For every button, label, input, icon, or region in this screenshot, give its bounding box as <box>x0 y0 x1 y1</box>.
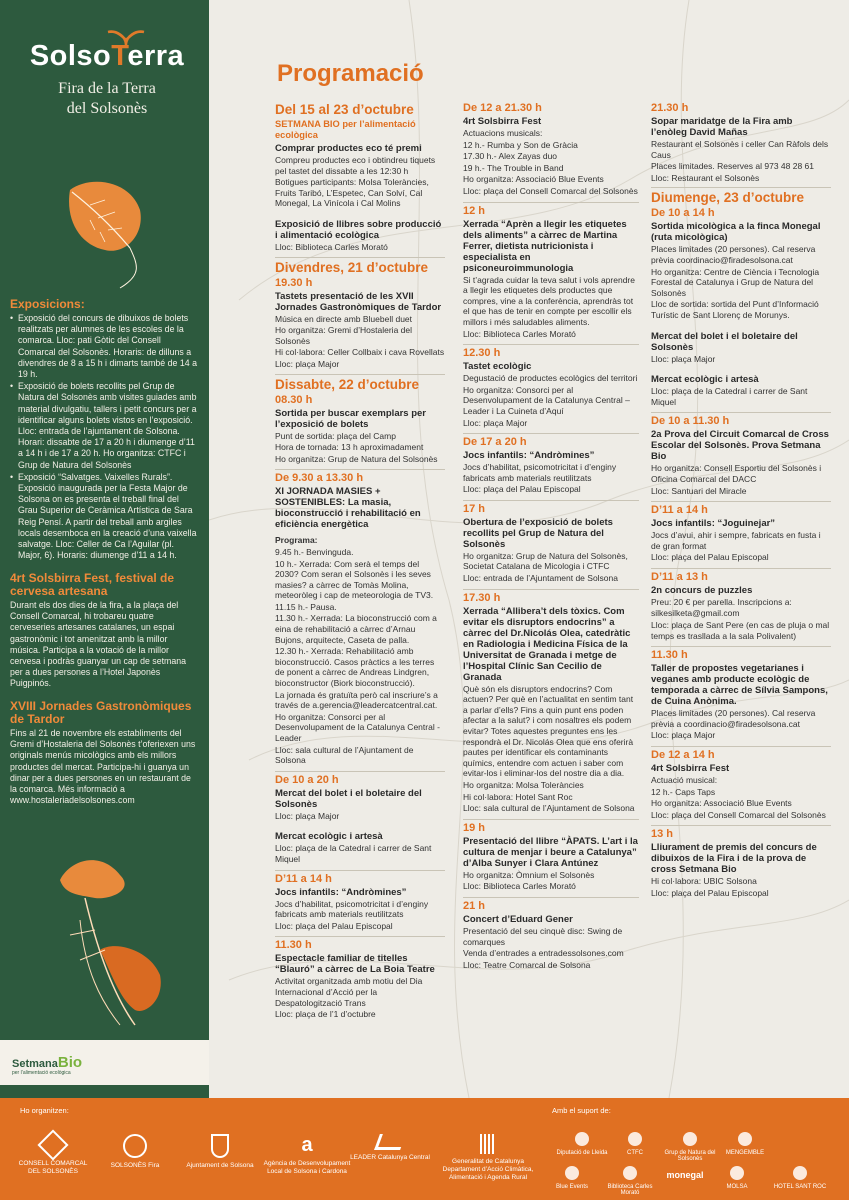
org-logo-generalitat: Generalitat de Catalunya Departament d’Acció Climàtica, Alimentació i Agenda Rural <box>438 1134 538 1192</box>
event-time: De 12 a 14 h <box>651 746 831 761</box>
event-description: Botigues participants: Molsa Toleràncies, Fruits Taribó, L’Espetec, Can Solví, Cal Monegal, La Vinícola i Cal Molins <box>275 177 429 209</box>
day-heading: Divendres, 21 d’octubre <box>275 257 445 275</box>
event-time: 13 h <box>651 825 831 840</box>
event-joguinejar <box>651 518 831 563</box>
event-title: Mercat del bolet i el boletaire del Solsonès <box>651 330 798 353</box>
list-item: • Exposició de bolets recollits pel Grup de Natura del Solsonès amb visites guiades amb material divulgatiu, tallers i petit concurs per a identificar alguns bolets vistos en l’exposició. Lloc: entrada de l’ajuntament de Solsona. Horari: dissabte de 17 a 20 h i diumenge d’11 a 14 h i de 17 a 20 h. Ho organitza: CTFC i Grup de Natura del Solsonès <box>10 381 200 471</box>
exposicions-title: Exposicions: <box>10 297 85 311</box>
sponsor-molsa: MOLSA <box>712 1166 762 1190</box>
event-organizer: Ho organitza: Grup de Natura del Solsonès <box>275 453 438 464</box>
event-description: Jocs d’habilitat, psicomotricitat i d’enginy fabricats amb materials reutilitzats <box>463 462 617 483</box>
event-location: Lloc: entrada de l’Ajuntament de Solsona <box>463 573 618 584</box>
event-location: Lloc: plaça Major <box>463 417 528 428</box>
consell-logo-icon <box>37 1129 68 1160</box>
program-item: 17.30 h.- Alex Zayas duo <box>463 151 558 162</box>
left-sidebar <box>0 0 209 1098</box>
event-collaborator: Hi col·labora: Celler Collbaix i cava Rovellats <box>275 347 445 358</box>
event-location: Lloc: Biblioteca Carles Morató <box>463 881 576 892</box>
event-location: Lloc: plaça Major <box>275 810 340 821</box>
event-title: Presentació del llibre “ÀPATS. L’art i la cultura de menjar i beure a Catalunya” d’Alba Sunyer i Clara Antúnez <box>463 835 638 869</box>
program-column-2 <box>463 100 639 970</box>
event-time: 12 h <box>463 202 639 217</box>
event-title: SETMANA BIO per l’alimentació ecològica <box>275 119 416 140</box>
sponsor-logo-icon <box>738 1132 752 1146</box>
sponsor-logo-icon <box>623 1166 637 1180</box>
program-item: 12 h.- Rumba y Son de Gràcia <box>463 139 578 150</box>
org-logo-solsones-fira: SOLSONÈS Fira <box>100 1134 170 1192</box>
event-title: Jocs infantils: “Joguinejar” <box>651 518 776 530</box>
sponsor-logo-icon <box>683 1132 697 1146</box>
jornades-section <box>10 700 200 806</box>
setmana-bio-tagline: per l’alimentació ecològica <box>12 1070 71 1076</box>
event-location: Lloc: plaça Major <box>651 353 716 364</box>
event-title: Espectacle familiar de titelles “Blauró” a càrrec de La Boia Teatre <box>275 953 435 976</box>
event-description: Què són els disruptors endocrins? Com actuen? Per què en l’actualitat en sentim tant a parlar d’ells? Fins a quin punt ens poden afectar a la salut? i com nosaltres els podem evitar? Totes aquestes preguntes ens les respondrà el Dr. Nicolás Olea que ens oferirà pautes per identificar els contaminants químics, entendre com actuen i saber com evitar-los i eliminar-los del nostre dia a dia. <box>463 683 634 779</box>
sponsor-ctfc: CTFC <box>615 1132 655 1156</box>
event-title: Comprar productes eco té premi <box>275 143 422 154</box>
event-title: Sortida per buscar exemplars per l’exposició de bolets <box>275 407 427 430</box>
event-description: Places limitades (20 persones). Cal reserva prèvia coordinacio@firadesolsona.cat <box>651 244 816 265</box>
event-location: Lloc: Biblioteca Carles Morató <box>275 241 388 252</box>
event-title: Taller de propostes vegetarianes i veganes amb producte ecològic de temporada a càrrec de Sílvia Sampons, de Cuina Anònima. <box>651 663 828 708</box>
org-logo-leader: LEADER Catalunya Central <box>350 1134 430 1192</box>
event-sortida-bolets <box>275 408 445 465</box>
event-time: 17 h <box>463 500 639 515</box>
event-exposicio-llibres <box>275 219 445 253</box>
event-location: Lloc: plaça del Palau Episcopal <box>275 920 393 931</box>
event-time: 19.30 h <box>275 276 313 289</box>
event-sortida-micologica <box>651 221 831 320</box>
event-time: De 10 a 14 h <box>651 207 715 220</box>
program-area <box>209 0 849 1098</box>
event-time: De 10 a 20 h <box>275 771 445 786</box>
event-location: Lloc: Biblioteca Carles Morató <box>463 328 576 339</box>
sponsors-footer <box>0 1098 849 1200</box>
event-tickets: Venda d’entrades a entradessolsones.com <box>463 948 624 959</box>
event-location: Lloc: sala cultural de l’Ajuntament de Solsona <box>275 744 414 766</box>
program-item: 12.30 h.- Xerrada: Rehabilitació amb bioconstrucció. Casos pràctics a les terres de ponent a càrrec de Andreas Lindgren, bioconstructor (Biork bioconstrucció). <box>275 646 435 689</box>
event-title: Mercat ecològic i artesà <box>651 374 759 386</box>
event-xerrada-toxics <box>463 606 639 814</box>
event-title: Xerrada “Aprèn a llegir les etiquetes dels aliments” a càrrec de Martina Ferrer, dietista nutricionista i especialista en psiconeuroimmunologia <box>463 218 627 274</box>
event-location: Lloc: plaça del Palau Episcopal <box>651 888 769 898</box>
event-description: Presentació del seu cinquè disc: Swing de comarques <box>463 925 623 947</box>
event-time: De 12 a 21.30 h <box>463 102 542 114</box>
program-item: La jornada és gratuïta però cal inscriure’s a través de a.gerencia@leadercatcentral.cat. <box>275 689 438 711</box>
ajuntament-shield-icon <box>211 1134 229 1158</box>
event-organizer: Ho organitza: Centre de Ciència i Tecnologia Forestal de Catalunya i Grup de Natura del Solsonès <box>651 266 820 298</box>
sponsor-diputacio: Diputació de Lleida <box>552 1132 612 1156</box>
sponsor-blue-events: Blue Events <box>552 1166 592 1190</box>
event-title: 4rt Solsbirra Fest <box>463 116 542 127</box>
supporters-label: Amb el suport de: <box>552 1106 611 1115</box>
event-time: De 17 a 20 h <box>463 433 639 448</box>
day-heading: Dissabte, 22 d’octubre <box>275 374 445 392</box>
event-cross-escolar <box>651 429 831 496</box>
event-return-time: Hora de tornada: 13 h aproximadament <box>275 442 424 453</box>
event-description: Jocs d’avui, ahir i sempre, fabricats en fusta i de gran format <box>651 530 821 551</box>
event-location: Lloc: plaça del Palau Episcopal <box>463 484 581 495</box>
event-description: Compreu productes eco i obtindreu tiquets pel tastet del dissabte a les 12:30 h <box>275 155 436 176</box>
event-time: 11.30 h <box>651 646 831 661</box>
sponsor-biblioteca: Biblioteca Carles Morató <box>600 1166 660 1196</box>
program-item: 11.15 h.- Pausa. <box>275 601 337 612</box>
setmana-bio-wordmark: SetmanaBio <box>12 1054 83 1071</box>
event-concert <box>463 914 639 970</box>
event-location: Lloc: plaça de Sant Pere (en cas de pluja o mal temps es trasllada a la sala Polivalent) <box>651 620 830 641</box>
event-location: Lloc de sortida: sortida del Punt d’Informació Turístic de Sant Llorenç de Morunys. <box>651 299 819 320</box>
program-item: 10 h.- Xerrada: Com serà el temps del 2030? Com seran el Solsonès i les seves masies? a càrrec de Tomàs Molina, meteoròleg i cap de meteorologia de TV3. <box>275 558 434 601</box>
event-puzzles <box>651 585 831 641</box>
event-collaborator: Hi col·labora: UBIC Solsona <box>651 876 757 887</box>
event-title: Obertura de l’exposició de bolets recollits pel Grup de Natura del Solsonès <box>463 516 613 550</box>
event-location: Lloc: plaça del Palau Episcopal <box>651 552 769 563</box>
event-time: 21 h <box>463 897 639 912</box>
event-obertura-exposicio <box>463 517 639 584</box>
event-lliurament-premis <box>651 842 831 898</box>
event-description: Música en directe amb Bluebell duet <box>275 313 413 324</box>
event-taller-vegetaria <box>651 663 831 741</box>
event-time: 19 h <box>463 819 639 834</box>
event-time: 11.30 h <box>275 936 445 951</box>
event-mercat-ecologic <box>275 831 445 864</box>
event-organizer: Ho organitza: Òmnium el Solsonès <box>463 869 595 880</box>
jornades-title: XVIII Jornades Gastronòmiques de Tardor <box>10 699 192 726</box>
program-item: 9.45 h.- Benvinguda. <box>275 546 354 557</box>
setmana-bio-logo <box>0 1040 209 1085</box>
event-location: Lloc: plaça de la Catedral i carrer de Sant Miquel <box>275 843 432 864</box>
sponsor-logo-icon <box>565 1166 579 1180</box>
sponsor-monegal: monegal <box>666 1170 704 1180</box>
event-location: Lloc: plaça del Consell Comarcal del Solsonès <box>651 809 826 820</box>
event-location: Lloc: sala cultural de l’Ajuntament de Solsona <box>463 803 635 814</box>
org-logo-agencia: a Agència de Desenvolupament Local de Solsona i Cardona <box>263 1134 351 1175</box>
day-heading: Del 15 al 23 d’octubre <box>275 102 414 117</box>
event-organizer: Ho organitza: Grup de Natura del Solsonès, Societat Catalana de Micologia i CTFC <box>463 550 628 572</box>
event-sopar-maridatge <box>651 116 831 183</box>
solsbirra-text: Durant els dos dies de la fira, a la plaça del Consell Comarcal, hi trobareu quatre cerveseries artesanes catalanes, un espai gastronòmic i tot amenitzat amb la millor música. Participa a la votació de la millor cervesa i podràs guanyar un cap de setmana per a dues persones a l’Hotel Japonès Puigpinós. <box>10 600 187 689</box>
sponsor-logo-icon <box>628 1132 642 1146</box>
event-tastets <box>275 291 445 370</box>
sprout-icon <box>106 28 146 46</box>
event-location: Lloc: Teatre Comarcal de Solsona <box>463 959 591 970</box>
solsbirra-section <box>10 572 200 690</box>
event-title: Mercat ecològic i artesà <box>275 831 383 843</box>
event-title: 2n concurs de puzzles <box>651 584 753 596</box>
event-jocs-andromines-pm <box>463 450 639 495</box>
event-location: Lloc: Santuari del Miracle <box>651 485 747 496</box>
sponsor-logo-icon <box>793 1166 807 1180</box>
event-description: Actuacions musicals: <box>463 128 543 138</box>
event-organizer: Ho organitza: Associació Blue Events <box>651 798 792 809</box>
event-jocs-andromines <box>275 887 445 932</box>
program-column-1 <box>275 100 445 1020</box>
event-mercat-bolet-sun <box>651 331 831 365</box>
event-meeting-point: Punt de sortida: plaça del Camp <box>275 430 396 441</box>
event-time: D’11 a 14 h <box>651 501 831 516</box>
sponsor-logo-icon <box>575 1132 589 1146</box>
event-title: Concert d’Eduard Gener <box>463 913 573 925</box>
event-description: Jocs d’habilitat, psicomotricitat i d’enginy fabricats amb materials reutilitzats <box>275 898 429 920</box>
event-organizer: Ho organitza: Gremi d’Hostaleria del Solsonès <box>275 325 413 346</box>
event-time: D’11 a 13 h <box>651 568 831 583</box>
event-title: Jocs infantils: “Andròmines” <box>463 450 595 462</box>
event-title: Jocs infantils: “Andròmines” <box>275 886 407 898</box>
event-title: XI JORNADA MASIES + SOSTENIBLES: La masia, bioconstrucció i rehabilitació en eficiència energètica <box>275 486 421 531</box>
event-organizer: Ho organitza: Consorci per al Desenvolupament de la Catalunya Central – Leader i La Cuineta d’Aquí <box>463 384 630 416</box>
event-tastet-ecologic <box>463 361 639 428</box>
mushroom-illustration-icon <box>40 840 190 1030</box>
event-time: De 10 a 11.30 h <box>651 412 831 427</box>
logo-wordmark: SolsoTerra <box>29 40 185 72</box>
event-email-link[interactable]: silkesilketa@gmail.com <box>651 608 740 619</box>
event-program-label: Programa: <box>275 535 318 546</box>
event-titelles <box>275 953 445 1019</box>
leaf-illustration-icon <box>60 170 150 290</box>
subtitle-line-1: Fira de la Terra <box>58 80 156 97</box>
event-title: Sopar maridatge de la Fira amb l’enòleg David Mañas <box>651 116 793 138</box>
event-time: 12.30 h <box>463 344 639 359</box>
event-mercat-bolet <box>275 788 445 822</box>
event-organizer: Ho organitza: Consell Esportiu del Solsonès i Oficina Comarcal del DACC <box>651 463 822 484</box>
event-price: Preu: 20 € per parella. Inscripcions a: <box>651 596 792 607</box>
page-title: Programació <box>277 60 424 87</box>
event-description: Degustació de productes ecològics del territori <box>463 373 638 384</box>
event-title: Mercat del bolet i el boletaire del Solsonès <box>275 787 422 810</box>
event-title: Exposició de llibres sobre producció i alimentació ecològica <box>275 218 442 241</box>
solsoterra-logo <box>22 40 192 119</box>
event-description: Actuació musical: <box>651 775 718 786</box>
sponsor-mengemble: MENGEMBLE <box>720 1132 770 1156</box>
logo-subtitle <box>22 79 192 119</box>
event-time: 08.30 h <box>275 393 313 406</box>
program-column-3 <box>651 100 831 899</box>
event-location: Lloc: plaça de la Catedral i carrer de Sant Miquel <box>651 386 808 407</box>
program-item: 12 h.- Caps Taps <box>651 786 716 797</box>
leader-logo-icon <box>374 1134 406 1150</box>
sponsor-hotel-sant-roc: HOTEL SANT ROC <box>770 1166 830 1190</box>
generalitat-logo-icon <box>480 1134 496 1154</box>
program-item: 19 h.- The Trouble in Band <box>463 162 564 173</box>
jornades-text: Fins al 21 de novembre els establiments del Gremi d’Hostaleria del Solsonès t’oferiexen uns originals menús micològics amb els millors productes del mercat. Participa-hi i guanya un dinar per a dues persones en un restaurant de la comarca. Més informació a www.hostaleriadelsolsones.com <box>10 728 196 806</box>
program-item: 11.30 h.- Xerrada: La bioconstrucció com a eina de rehabilitació a càrrec d’Arnau Bujons, arquitecte, Caseta de palla. <box>275 613 437 645</box>
event-title: Tastets presentació de les XVII Jornades Gastronòmiques de Tardor <box>275 290 442 313</box>
sponsor-logo-icon <box>730 1166 744 1180</box>
org-logo-ajuntament: Ajuntament de Solsona <box>180 1134 260 1192</box>
list-item: • Exposició “Salvatges. Vaixelles Rurals”. Exposició inaugurada per la Festa Major de Solsona on es presenta el treball final del Grau Superior de Ceràmica Artística de Sara Reig Pensí. A partir del treball amb argiles locals desemboca en la creació d’una vaixella salvatge. Lloc: Celler de Ca l’Aguilar (pl. Major, 6). Horaris: diumenge d’11 a 14 h. <box>10 472 200 562</box>
event-description: Places limitades (20 persones). Cal reserva prèvia a coordinacio@firadesolsona.cat <box>651 708 816 729</box>
event-setmana-bio <box>275 119 445 141</box>
event-title: Sortida micològica a la finca Monegal (ruta micològica) <box>651 221 821 244</box>
event-description: Restaurant el Solsonès i celler Can Ràfols dels Caus <box>651 139 829 160</box>
event-solsbirra-sun <box>651 763 831 820</box>
event-time: D’11 a 14 h <box>275 870 445 885</box>
sponsor-grup-natura: Grup de Natura del Solsonès <box>660 1132 720 1162</box>
exposicions-section <box>10 298 200 562</box>
solsones-fira-logo-icon <box>123 1134 147 1158</box>
exposicions-list <box>10 313 200 561</box>
event-organizer: Ho organitza: Molsa Toleràncies <box>463 780 584 790</box>
event-time: De 9.30 a 13.30 h <box>275 469 445 484</box>
event-title: Lliurament de premis del concurs de dibuixos de la Fira i de la prova de cross Setmana Bio <box>651 842 817 876</box>
solsbirra-title: 4rt Solsbirra Fest, festival de cervesa artesana <box>10 571 175 598</box>
event-reservations: Places limitades. Reserves al 973 48 28 61 <box>651 161 815 172</box>
event-location: Lloc: Restaurant el Solsonès <box>651 172 760 183</box>
event-organizer: Ho organitza: Associació Blue Events <box>463 174 604 185</box>
event-mercat-ecologic-sun <box>651 374 831 407</box>
event-description: Activitat organitzada amb motiu del Dia Internacional d’Acció per la Despatologització Trans <box>275 976 423 1008</box>
event-presentacio-llibre <box>463 836 639 892</box>
event-organizer: Ho organitza: Consorci per al Desenvolupament de la Catalunya Central - Leader <box>275 711 440 743</box>
event-collaborator: Hi col·labora: Hotel Sant Roc <box>463 791 573 802</box>
day-heading: Diumenge, 23 d’octubre <box>651 187 831 205</box>
event-xerrada-etiquetes <box>463 219 639 340</box>
agencia-logo-icon: a <box>301 1134 313 1156</box>
event-comprar-eco <box>275 143 445 209</box>
event-title: 2a Prova del Circuit Comarcal de Cross Escolar del Solsonès. Prova Setmana Bio <box>651 429 829 463</box>
event-time: 21.30 h <box>651 102 689 114</box>
event-description: Si t’agrada cuidar la teva salut i vols aprendre a llegir les etiquetes dels productes que compres, vine a la conferència, aprendràs tot el que has de tenir en compte per escollir els millors i més saludables aliments. <box>463 274 635 327</box>
event-location: Lloc: plaça del Consell Comarcal del Solsonès <box>463 185 638 196</box>
organizers-label: Ho organitzen: <box>20 1106 69 1115</box>
event-location: Lloc: plaça Major <box>651 730 716 741</box>
event-title: 4rt Solsbirra Fest <box>651 763 730 775</box>
event-solsbirra-sat <box>463 116 639 197</box>
event-location: Lloc: plaça Major <box>275 358 340 369</box>
event-masies-sostenibles <box>275 486 445 765</box>
event-time: 17.30 h <box>463 589 639 604</box>
subtitle-line-2: del Solsonès <box>66 100 148 117</box>
org-logo-consell: CONSELL COMARCAL DEL SOLSONÈS <box>18 1134 88 1192</box>
list-item: • Exposició del concurs de dibuixos de bolets realitzats per alumnes de les escoles de la comarca. Lloc: pati Gòtic del Consell Comarcal del Solsonès. Horaris: de dilluns a divendres de 8 a 15 h i dimarts també de 14 a 19 h. <box>10 313 200 380</box>
event-location: Lloc: plaça de l’1 d’octubre <box>275 1009 376 1020</box>
event-title: Xerrada “Allibera’t dels tòxics. Com evitar els disruptors endocrins” a càrrec del Dr.Nicolás Olea, catedràtic en Radiologia i Medicina Física de la Universitat de Granada i metge de l’Hospital Clínic San Cecilio de Granada <box>463 605 631 683</box>
event-title: Tastet ecològic <box>463 361 532 373</box>
